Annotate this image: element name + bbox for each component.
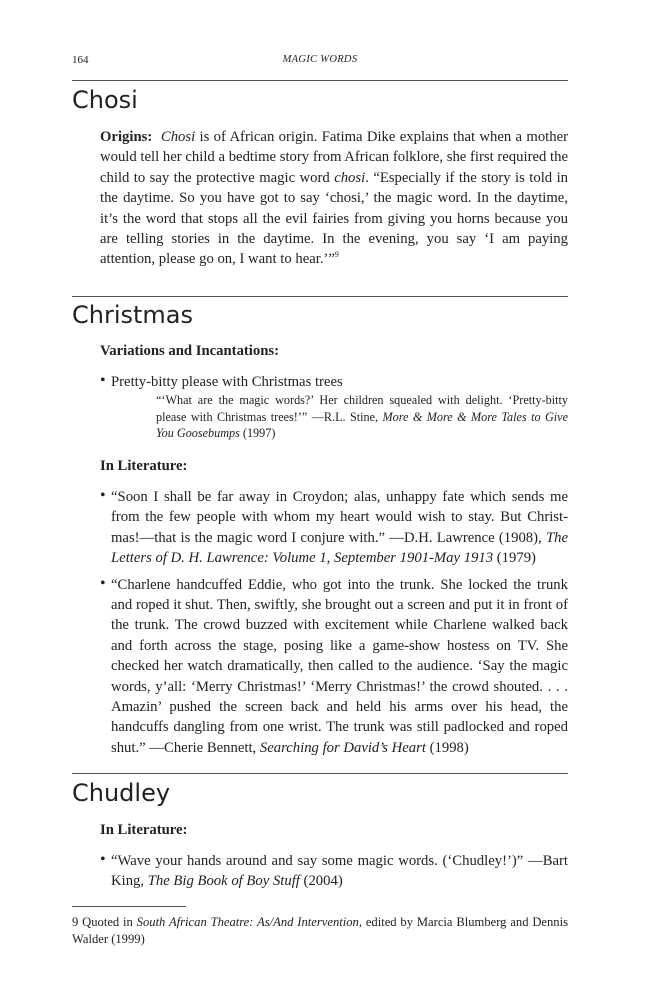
entry-chosi-body [100, 127, 568, 270]
footnote [72, 914, 568, 948]
page-number: 164 [72, 54, 89, 66]
entry-rule [72, 296, 568, 297]
footnote-rule [72, 906, 186, 907]
literature-quote-text: “Soon I shall be far away in Croydon; alas, unhappy fate which sends me from the few people with whom my heart would wish to stay. But Christ-mas!—that is the magic word I conjure with.” —D.H. Lawrence (1908), [111, 489, 568, 546]
entry-heading-chosi: Chosi [72, 86, 138, 114]
bullet-icon: • [100, 851, 106, 868]
list-item [100, 851, 568, 892]
literature-quote [111, 487, 568, 569]
entry-christmas-variations [100, 343, 568, 442]
bullet-icon: • [100, 487, 106, 504]
origins-text-2: . “Especially if the story is told in the daytime. So you have got to say ‘chosi,’ the magic word. In the daytime, it’s the word that stops all the evil fairies from giving you horns because you are telling stories in the daytime. In the evening, you say ‘I am paying attention, please go on, I want to hear.’” [100, 169, 568, 268]
footnote-text-2: , edited by Marcia Blumberg and Dennis Walder (1999) [72, 915, 568, 946]
origins-text-1: is of African origin. Fatima Dike explains that when a mother would tell her child a bedtime story from African folklore, she first required the child to say the protective magic word [100, 129, 569, 186]
entry-heading-chudley: Chudley [72, 779, 171, 807]
origins-word: chosi [334, 169, 366, 186]
literature-heading: In Literature: [100, 822, 188, 838]
entry-christmas-literature [100, 458, 568, 758]
footnote-text-1: Quoted in [78, 915, 137, 929]
variation-quote-text: “‘What are the magic words?’ Her children squealed with delight. ‘Pretty-bitty please with Christmas trees!’” —R.L. Stine, [156, 393, 568, 424]
literature-source-title: The Big Book of Boy Stuff [147, 873, 300, 890]
origins-label: Origins: [100, 129, 153, 145]
entry-chudley-literature [100, 822, 568, 892]
variation-source-year: (1997) [239, 426, 276, 441]
variation-phrase: Pretty-bitty please with Christmas trees [111, 374, 343, 390]
literature-source-title: The Letters of D. H. Lawrence: Volume 1, September 1901-May 1913 [111, 529, 568, 567]
entry-rule [72, 773, 568, 774]
list-item [100, 575, 568, 759]
entry-rule [72, 80, 568, 81]
literature-quote-text: “Charlene handcuffed Eddie, who got into the trunk. She locked the trunk and roped it shut. Then, swiftly, she brought out a screen and put it in front of the trunk. The crowd buzzed with excitement while Charlene walked back and forth across the stage, posing like a game-show hostess on TV. She checked her watch dramatically, then called to the audience. ‘Say the magic words, y’all: ‘Merry Christmas!’ ‘Merry Christmas!’ the crowd shouted. . . . Amazin’ pushed the screen back and held his arms over his head, the handcuffs dangling from one wrist. The trunk was still padlocked and roped shut.” —Cherie Bennett, [111, 576, 568, 756]
literature-source-year: (1998) [425, 739, 469, 756]
bullet-icon: • [100, 372, 106, 389]
running-title: MAGIC WORDS [282, 54, 358, 65]
variation-source-title: More & More & More Tales to Give You Goosebumps [156, 409, 568, 441]
literature-quote [111, 575, 568, 759]
list-item [100, 487, 568, 569]
origins-paragraph [100, 127, 568, 270]
literature-source-year: (2004) [299, 873, 343, 890]
footnote-number: 9 [72, 915, 79, 929]
literature-source-title: Searching for David’s Heart [259, 739, 426, 756]
literature-heading: In Literature: [100, 458, 188, 474]
entry-heading-christmas: Christmas [72, 301, 194, 329]
list-item [100, 372, 568, 442]
variations-heading: Variations and Incantations: [100, 343, 280, 359]
variation-quote [156, 392, 568, 442]
literature-source-year: (1979) [493, 550, 536, 567]
bullet-icon: • [100, 574, 106, 592]
running-head [72, 54, 568, 70]
footnote-reference[interactable]: 9 [334, 250, 339, 260]
literature-quote [111, 851, 568, 892]
origins-subject: Chosi [160, 129, 196, 145]
literature-quote-text: “Wave your hands around and say some magic words. (‘Chudley!’)” —Bart King, [111, 853, 568, 890]
footnote-source-title: South African Theatre: As/And Intervention [136, 915, 359, 929]
